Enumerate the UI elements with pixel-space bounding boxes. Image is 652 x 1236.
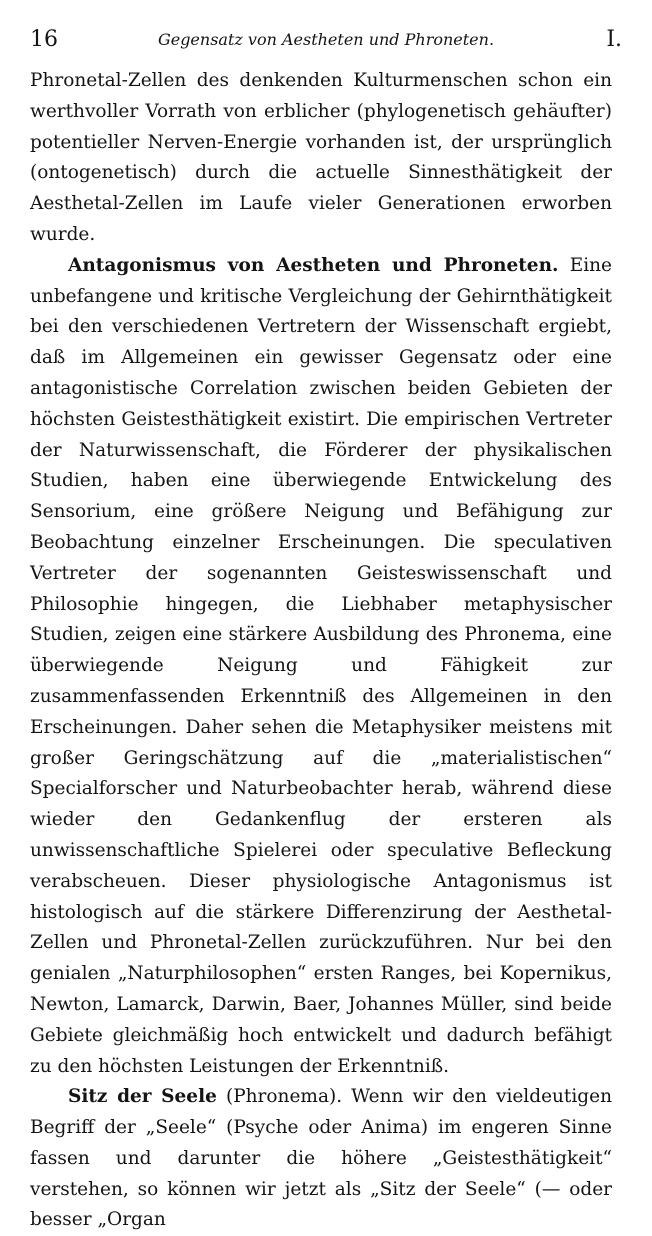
paragraph-text-antagonismus: Eine unbefangene und kritische Vergleichung der Gehirnthätigkeit bei den verschiedenen Vertretern der Wissenschaft ergiebt, daß im Allgemeinen ein gewisser Gegensatz oder eine antagonistische Correlation zwischen beiden Gebieten der höchsten Geistesthätigkeit existirt. Die empirischen Vertreter der Naturwissenschaft, die Förderer der physikalischen Studien, haben eine überwiegende Entwickelung des Sensorium, eine größere Neigung und Befähigung zur Beobachtung einzelner Erscheinungen. Die speculativen Vertreter der sogenannten Geisteswissenschaft und Philosophie hingegen, die Liebhaber metaphysischer Studien, zeigen eine stärkere Ausbildung des Phronema, eine überwiegende Neigung und Fähigkeit zur zusammenfassenden Erkenntniß des Allgemeinen in den Erscheinungen. Daher sehen die Metaphysiker meistens mit großer Geringschätzung auf die „materialistischen“ Specialforscher und Naturbeobachter herab, während diese wieder den Gedankenflug der ersteren als unwissenschaftliche Spielerei oder speculative Befleckung verabscheuen. Dieser physiologische Antagonismus ist histologisch auf die stärkere Differenzirung der Aesthetal-Zellen und Phronetal-Zellen zurückzuführen. Nur bei den genialen „Naturphilosophen“ ersten Ranges, bei Kopernikus, Newton, Lamarck, Darwin, Baer, Johannes Müller, sind beide Gebiete gleichmäßig hoch entwickelt und dadurch befähigt zu den höchsten Leistungen der Erkenntniß. — [30, 254, 612, 1077]
running-title: Gegensatz von Aestheten und Phroneten. — [157, 30, 495, 49]
section-heading-sitz-der-seele: Sitz der Seele — [68, 1086, 217, 1108]
chapter-number: I. — [606, 27, 622, 52]
paragraph-continuation: Phronetal-Zellen des denkenden Kulturmenschen schon ein werthvoller Vorrath von erblicher (phylogenetisch gehäufter) potentieller Nerven-Energie vorhanden ist, der ursprünglich (ontogenetisch) durch die actuelle Sinnesthätigkeit der Aesthetal-Zellen im Laufe vieler Generationen erworben wurde. — [30, 70, 612, 245]
page-body — [30, 66, 612, 1236]
section-heading-antagonismus: Antagonismus von Aestheten und Phroneten. — [68, 254, 559, 276]
paragraph-antagonismus — [30, 251, 612, 1083]
paragraph-sitz-der-seele — [30, 1082, 612, 1236]
paragraph-text-sitz-der-seele: (Phronema). Wenn wir den vieldeutigen Begriff der „Seele“ (Psyche oder Anima) im engeren Sinne fassen und darunter die höhere „Geistesthätigkeit“ verstehen, so können wir jetzt als „Sitz der Seele“ (— oder besser „Organ — [30, 1086, 612, 1231]
page-number: 16 — [30, 27, 58, 52]
page-header — [30, 26, 622, 54]
